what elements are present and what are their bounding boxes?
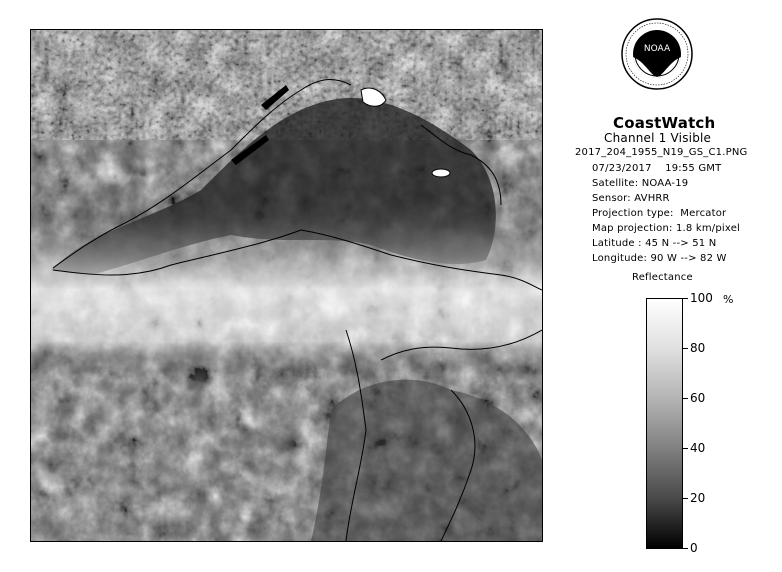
satellite-text: Satellite: NOAA-19 [592, 178, 689, 189]
colorbar-tick [682, 298, 688, 299]
longitude-text: Longitude: 90 W --> 82 W [592, 253, 727, 264]
colorbar-tick [682, 398, 688, 399]
map-projection-text: Map projection: 1.8 km/pixel [592, 223, 741, 234]
colorbar-label: 0 [690, 541, 698, 555]
satellite-image [30, 29, 543, 542]
satellite-image-drawing [31, 30, 542, 541]
latitude-text: Latitude : 45 N --> 51 N [592, 238, 717, 249]
reflectance-colorbar [646, 298, 683, 549]
colorbar-tick [682, 548, 688, 549]
filename-text: 2017_204_1955_N19_GS_C1.PNG [575, 147, 748, 158]
noaa-logo-text: NOAA [643, 44, 671, 54]
legend-unit: % [723, 293, 734, 306]
sensor-text: Sensor: AVHRR [592, 193, 670, 204]
colorbar-tick [682, 348, 688, 349]
datetime-text: 07/23/2017 19:55 GMT [592, 163, 722, 174]
colorbar-tick [682, 448, 688, 449]
projection-type-text: Projection type: Mercator [592, 208, 727, 219]
colorbar-label: 100 [690, 291, 713, 305]
noaa-logo-drawing [620, 17, 694, 91]
noaa-logo [620, 17, 694, 91]
product-title: CoastWatch [613, 114, 716, 132]
colorbar-label: 40 [690, 441, 706, 455]
colorbar-label: 60 [690, 391, 706, 405]
colorbar-label: 20 [690, 491, 706, 505]
channel-subtitle: Channel 1 Visible [604, 131, 712, 145]
colorbar-label: 80 [690, 341, 706, 355]
legend-title: Reflectance [632, 272, 693, 283]
colorbar-tick [682, 498, 688, 499]
